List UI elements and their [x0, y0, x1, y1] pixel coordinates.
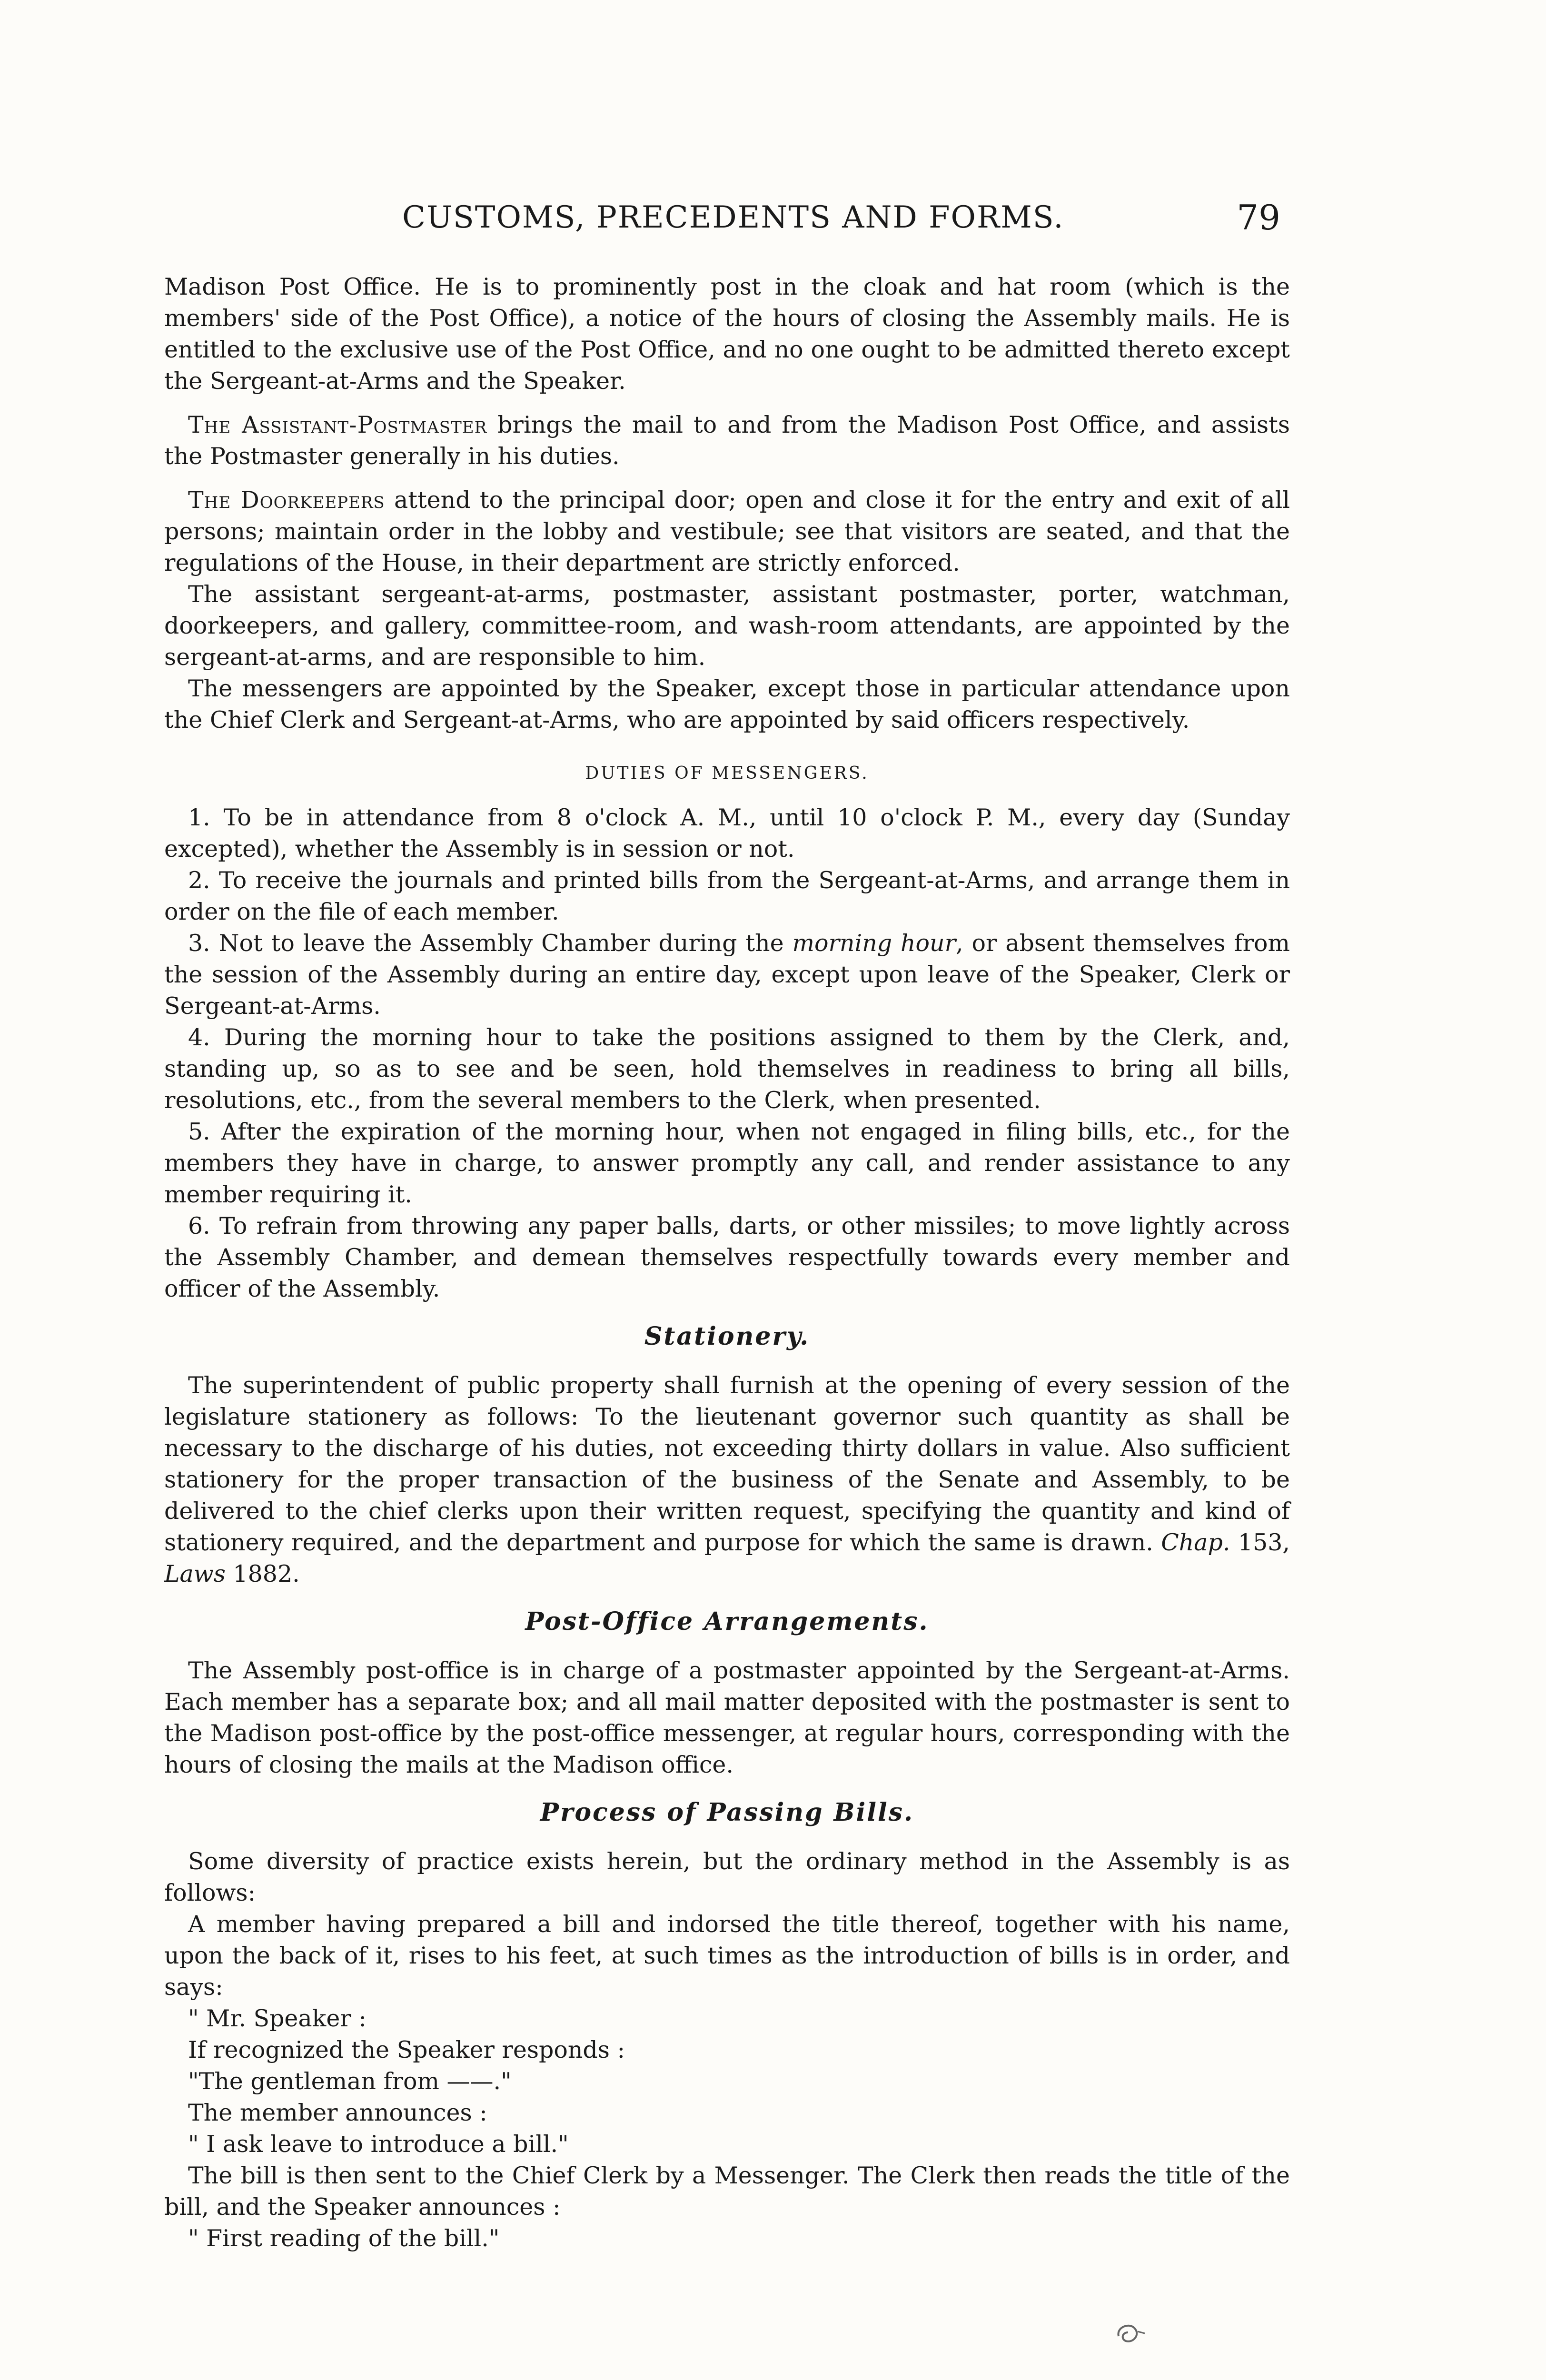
paragraph-postmaster-cont: Madison Post Office. He is to prominently post in the cloak and hat room (which is the members' side of the Post Office), a notice of the hours of closing the Assembly mails. He is entitled to the exclusive use of the Post Office, and no one ought to be admitted thereto except the Sergeant-at-Arms and the Speaker. [164, 273, 1290, 395]
emphasis: morning hour [792, 930, 956, 957]
paragraph-doorkeepers [164, 485, 1290, 579]
list-item [164, 928, 1290, 1022]
running-title: CUSTOMS, PRECEDENTS AND FORMS. [402, 200, 1064, 235]
body-text [164, 271, 1290, 2254]
paragraph-bills-intro: Some diversity of practice exists herein, but the ordinary method in the Assembly is as follows: [164, 1848, 1290, 1906]
section-heading-duties: DUTIES OF MESSENGERS. [585, 764, 869, 783]
dialogue-line: The member announces : [188, 2099, 487, 2126]
dialogue-line: If recognized the Speaker responds : [188, 2036, 625, 2063]
list-item-text: , or absent themselves from the session of the Assembly during an entire day, except upon leave of the Speaker, Clerk or Sergeant-at-Arms. [164, 930, 1290, 1020]
lead-term: The Assistant-Postmaster [188, 411, 487, 438]
list-item: 6. To refrain from throwing any paper balls, darts, or other missiles; to move lightly across the Assembly Chamber, and demean themselves respectfully towards every member and officer of the Assembly. [164, 1212, 1290, 1302]
duties-list [164, 802, 1290, 1305]
paragraph-stationery [164, 1370, 1290, 1590]
paragraph-clerk-reads: The bill is then sent to the Chief Clerk by a Messenger. The Clerk then reads the title of the bill, and the Speaker announces : [164, 2162, 1290, 2221]
list-item: 1. To be in attendance from 8 o'clock A. M., until 10 o'clock P. M., every day (Sunday excepted), whether the Assembly is in session or not. [164, 804, 1290, 863]
citation-laws: Laws [164, 1560, 226, 1587]
running-head [164, 200, 1290, 252]
paragraph-messengers: The messengers are appointed by the Speaker, except those in particular attendance upon the Chief Clerk and Sergeant-at-Arms, who are appointed by said officers respectively. [164, 675, 1290, 734]
list-item: 4. During the morning hour to take the positions assigned to them by the Clerk, and, standing up, so as to see and be seen, hold themselves in readiness to bring all bills, resolutions, etc., from the several members to the Clerk, when presented. [164, 1024, 1290, 1114]
paragraph-assistant-postmaster [164, 409, 1290, 472]
lead-term: The Doorkeepers [188, 486, 385, 514]
citation-number: 153, [1230, 1529, 1290, 1556]
citation-year: 1882. [225, 1560, 300, 1587]
paragraph-post-office: The Assembly post-office is in charge of a postmaster appointed by the Sergeant-at-Arms. Each member has a separate box; and all mail matter deposited with the postmaster is sent to the Madison post-office by the post-office messenger, at regular hours, corresponding with the hours of closing the mails at the Madison office. [164, 1657, 1290, 1778]
paragraph-text: brings the mail to and from the Madison Post Office, and assists the Postmaster generally in his duties. [164, 411, 1290, 470]
section-heading-post-office: Post-Office Arrangements. [525, 1607, 929, 1636]
section-heading-stationery: Stationery. [644, 1322, 810, 1351]
section-heading-passing-bills: Process of Passing Bills. [540, 1798, 914, 1827]
dialogue-line: " I ask leave to introduce a bill." [188, 2131, 569, 2158]
paragraph-text: The superintendent of public property shall furnish at the opening of every session of the legislature stationery as follows: To the lieutenant governor such quantity as shall be necessary to the discharge of his duties, not exceeding thirty dollars in value. Also sufficient stationery for the proper transaction of the business of the Senate and Assembly, to be delivered to the chief clerks upon their written request, specifying the quantity and kind of stationery required, and the department and purpose for which the same is drawn. [164, 1372, 1290, 1556]
paragraph-text: attend to the principal door; open and close it for the entry and exit of all persons; maintain order in the lobby and vestibule; see that visitors are seated, and that the regulations of the House, in their department are strictly enforced. [164, 486, 1290, 576]
library-stamp-mark [1111, 2317, 1150, 2350]
paragraph-bills-procedure: A member having prepared a bill and indorsed the title thereof, together with his name, upon the back of it, rises to his feet, at such times as the introduction of bills is in order, and says: [164, 1911, 1290, 2001]
page-number: 79 [1237, 198, 1280, 238]
document-page [164, 200, 1290, 2254]
paragraph-appointments: The assistant sergeant-at-arms, postmaster, assistant postmaster, porter, watchman, doorkeepers, and gallery, committee-room, and wash-room attendants, are appointed by the sergeant-at-arms, and are responsible to him. [164, 581, 1290, 671]
list-item: 5. After the expiration of the morning hour, when not engaged in filing bills, etc., for the members they have in charge, to answer promptly any call, and render assistance to any member requiring it. [164, 1118, 1290, 1208]
citation-chapter: Chap. [1161, 1529, 1230, 1556]
list-item-text: 3. Not to leave the Assembly Chamber during the [188, 930, 793, 957]
dialogue-line: " Mr. Speaker : [188, 2005, 367, 2032]
list-item: 2. To receive the journals and printed bills from the Sergeant-at-Arms, and arrange them in order on the file of each member. [164, 867, 1290, 925]
dialogue-line: "The gentleman from ——." [188, 2068, 512, 2095]
dialogue-line: " First reading of the bill." [188, 2225, 500, 2252]
